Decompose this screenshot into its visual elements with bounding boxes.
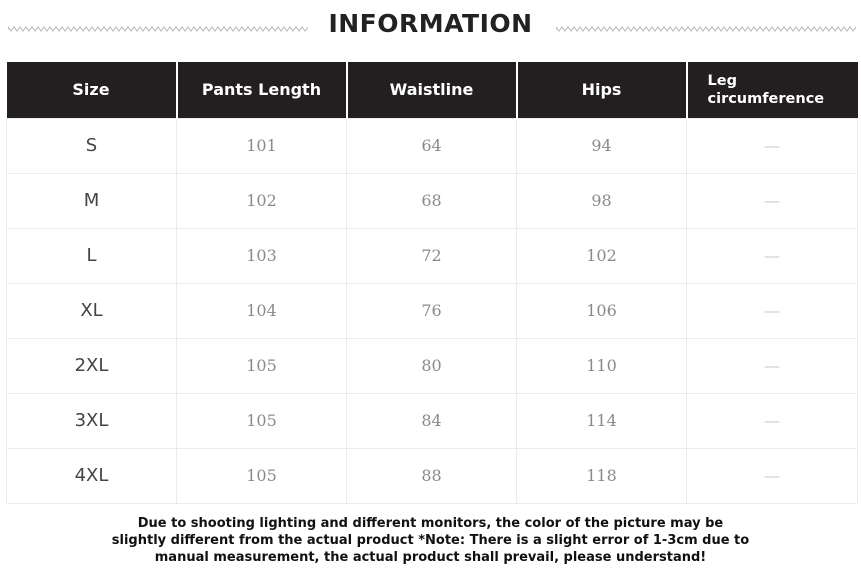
size-cell: 2XL: [7, 338, 177, 393]
leg-circumference-cell: —: [687, 173, 858, 228]
waistline-cell: 72: [347, 228, 517, 283]
hips-cell: 106: [517, 283, 687, 338]
leg-circumference-cell: —: [687, 118, 858, 173]
size-cell: XL: [7, 283, 177, 338]
waistline-cell: 88: [347, 448, 517, 503]
pants-length-cell: 105: [177, 393, 347, 448]
page-title: INFORMATION: [328, 9, 533, 38]
header-leg-circumference: Leg circumference: [687, 62, 858, 118]
size-chart-table: [6, 62, 858, 504]
right-wave-ornament: [556, 24, 856, 34]
leg-circumference-cell: —: [687, 448, 858, 503]
title-row: [0, 0, 861, 60]
header-pants-length: Pants Length: [177, 62, 347, 118]
hips-cell: 102: [517, 228, 687, 283]
table-row: [7, 393, 858, 448]
waistline-cell: 68: [347, 173, 517, 228]
table-row: [7, 228, 858, 283]
hips-cell: 94: [517, 118, 687, 173]
waistline-cell: 64: [347, 118, 517, 173]
disclaimer-line: manual measurement, the actual product shall prevail, please understand!: [154, 550, 707, 565]
header-size: Size: [7, 62, 177, 118]
disclaimer-line: Due to shooting lighting and different monitors, the color of the picture may be: [137, 516, 724, 531]
pants-length-cell: 105: [177, 338, 347, 393]
pants-length-cell: 101: [177, 118, 347, 173]
leg-circumference-cell: —: [687, 338, 858, 393]
disclaimer-note: [0, 515, 861, 566]
table-row: [7, 173, 858, 228]
size-cell: M: [7, 173, 177, 228]
table-row: [7, 283, 858, 338]
pants-length-cell: 103: [177, 228, 347, 283]
header-hips: Hips: [517, 62, 687, 118]
table-row: [7, 118, 858, 173]
size-cell: S: [7, 118, 177, 173]
size-cell: 4XL: [7, 448, 177, 503]
waistline-cell: 80: [347, 338, 517, 393]
table-header-row: [7, 62, 858, 118]
leg-circumference-cell: —: [687, 283, 858, 338]
hips-cell: 110: [517, 338, 687, 393]
table-row: [7, 338, 858, 393]
pants-length-cell: 102: [177, 173, 347, 228]
disclaimer-line: slightly different from the actual product *Note: There is a slight error of 1-3cm due to: [111, 533, 750, 548]
hips-cell: 98: [517, 173, 687, 228]
hips-cell: 118: [517, 448, 687, 503]
waistline-cell: 76: [347, 283, 517, 338]
leg-circumference-cell: —: [687, 228, 858, 283]
size-cell: L: [7, 228, 177, 283]
size-cell: 3XL: [7, 393, 177, 448]
table-row: [7, 448, 858, 503]
pants-length-cell: 105: [177, 448, 347, 503]
leg-circumference-cell: —: [687, 393, 858, 448]
pants-length-cell: 104: [177, 283, 347, 338]
header-waistline: Waistline: [347, 62, 517, 118]
waistline-cell: 84: [347, 393, 517, 448]
hips-cell: 114: [517, 393, 687, 448]
